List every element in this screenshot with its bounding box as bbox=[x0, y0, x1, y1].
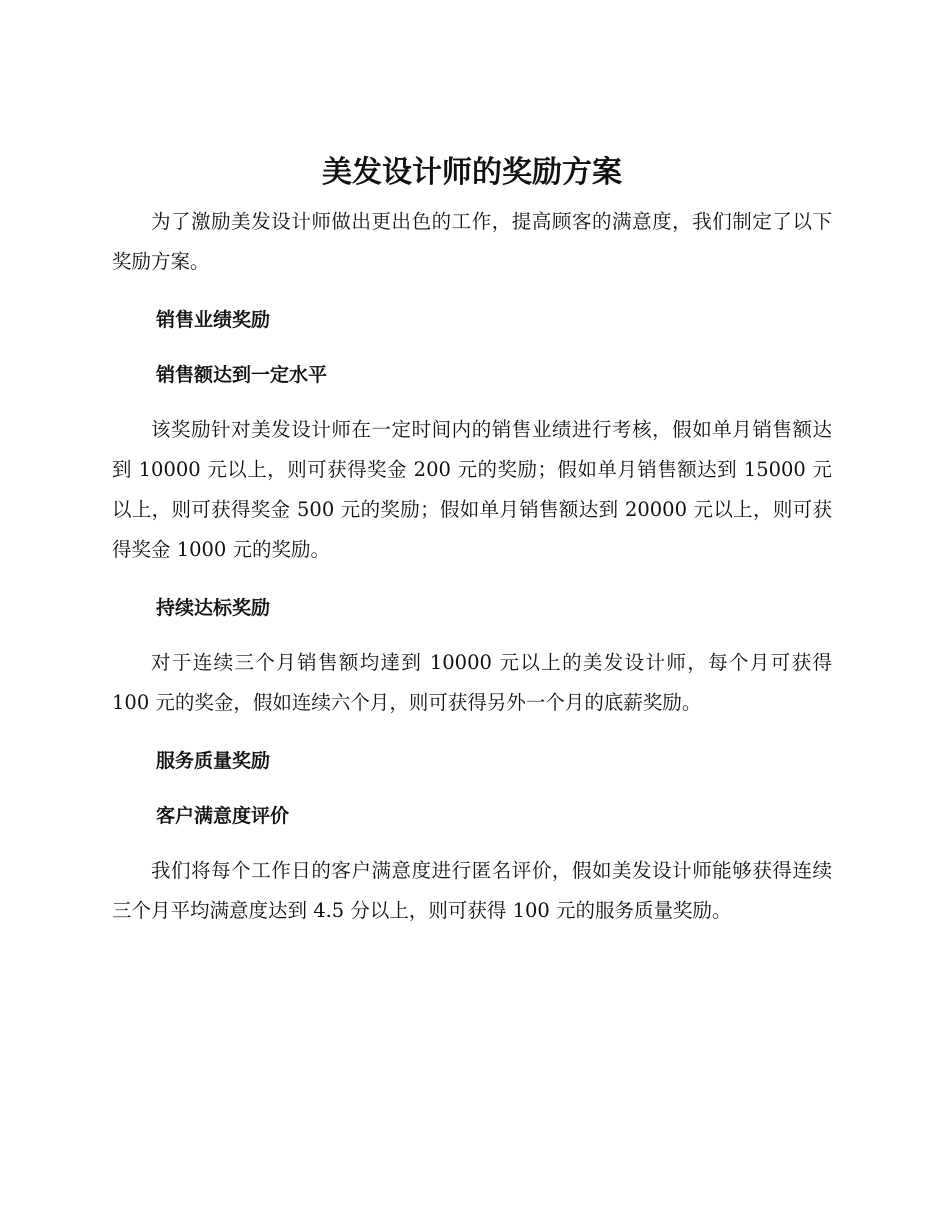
satisfaction-paragraph: 我们将每个工作日的客户满意度进行匿名评价，假如美发设计师能够获得连续三个月平均满意度达到 4.5 分以上，则可获得 100 元的服务质量奖励。 bbox=[112, 859, 832, 922]
intro-paragraph: 为了激励美发设计师做出更出色的工作，提高顾客的满意度，我们制定了以下奖励方案。 bbox=[112, 210, 832, 273]
sales-level-paragraph: 该奖励针对美发设计师在一定时间内的销售业绩进行考核，假如单月销售额达到 10000 元以上，则可获得奖金 200 元的奖励；假如单月销售额达到 15000 元以上，则可获得奖金 500 元的奖励；假如单月销售额达到 20000 元以上，则可获得奖金 1000 元的奖励。 bbox=[112, 418, 832, 561]
subsection-heading-sales-level: 销售额达到一定水平 bbox=[156, 364, 328, 386]
document-title: 美发设计师的奖励方案 bbox=[322, 155, 622, 190]
subsection-heading-continuous: 持续达标奖励 bbox=[156, 597, 271, 619]
section-heading-service: 服务质量奖励 bbox=[156, 750, 271, 772]
section-heading-sales: 销售业绩奖励 bbox=[156, 309, 271, 331]
document-page bbox=[112, 150, 832, 949]
continuous-paragraph: 对于连续三个月销售额均達到 10000 元以上的美发设计师，每个月可获得 100 元的奖金，假如连续六个月，则可获得另外一个月的底薪奖励。 bbox=[112, 651, 832, 714]
subsection-heading-satisfaction: 客户满意度评价 bbox=[156, 805, 290, 827]
